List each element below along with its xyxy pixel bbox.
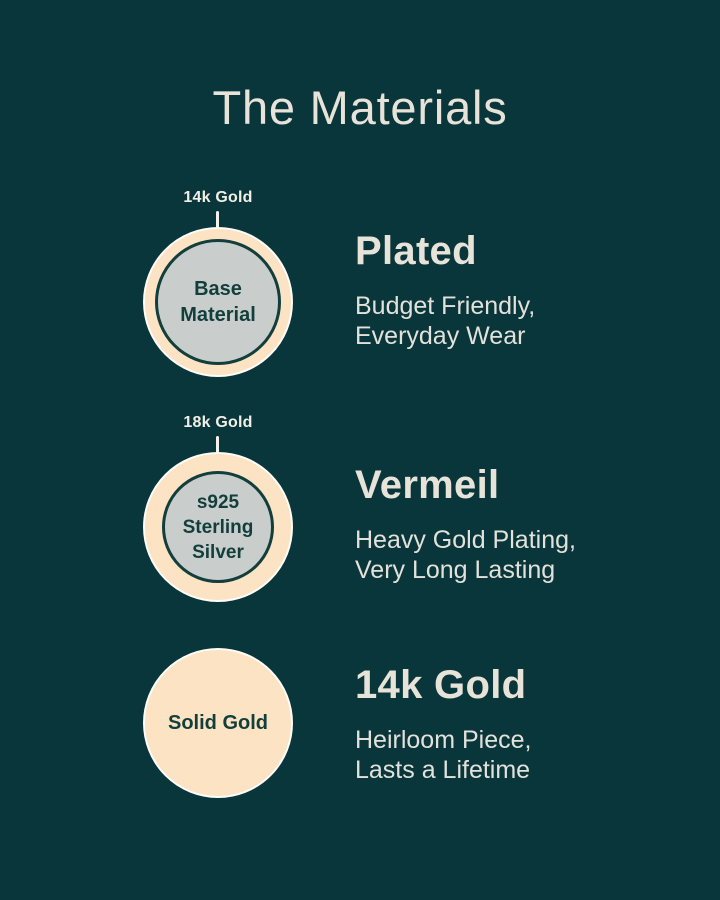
plated-circle-diagram xyxy=(143,227,293,377)
circle-text-line: Silver xyxy=(192,541,244,563)
vermeil-text-block xyxy=(355,462,576,585)
description-line: Heirloom Piece, xyxy=(355,726,532,754)
vermeil-core-circle xyxy=(162,471,274,583)
callout-label-plating: 14k Gold xyxy=(183,189,253,206)
circle-text-line: Solid Gold xyxy=(168,711,268,734)
plated-core-circle xyxy=(155,239,281,365)
circle-text-line: Sterling xyxy=(182,516,254,538)
plated-text-block xyxy=(355,228,535,351)
solid-gold-text-block xyxy=(355,662,531,785)
circle-text-line: s925 xyxy=(196,491,240,513)
circle-text-line: Base xyxy=(194,278,242,300)
description-line: Everyday Wear xyxy=(355,322,526,350)
material-heading: 14k Gold xyxy=(355,663,527,707)
page-title: The Materials xyxy=(212,81,508,134)
material-description xyxy=(355,291,535,351)
vermeil-circle-diagram xyxy=(143,452,293,602)
callout-label-plating: 18k Gold xyxy=(183,414,253,431)
material-heading: Plated xyxy=(355,229,477,273)
circle-text-line: Material xyxy=(180,304,256,326)
solid-gold-circle-diagram xyxy=(143,648,293,798)
description-line: Lasts a Lifetime xyxy=(355,756,531,784)
callout-leader-line xyxy=(216,211,219,228)
material-description xyxy=(355,725,531,785)
description-line: Very Long Lasting xyxy=(355,556,556,584)
material-description xyxy=(355,525,576,585)
description-line: Heavy Gold Plating, xyxy=(355,526,576,554)
material-heading: Vermeil xyxy=(355,463,500,507)
callout-leader-line xyxy=(216,436,219,453)
description-line: Budget Friendly, xyxy=(355,292,536,320)
